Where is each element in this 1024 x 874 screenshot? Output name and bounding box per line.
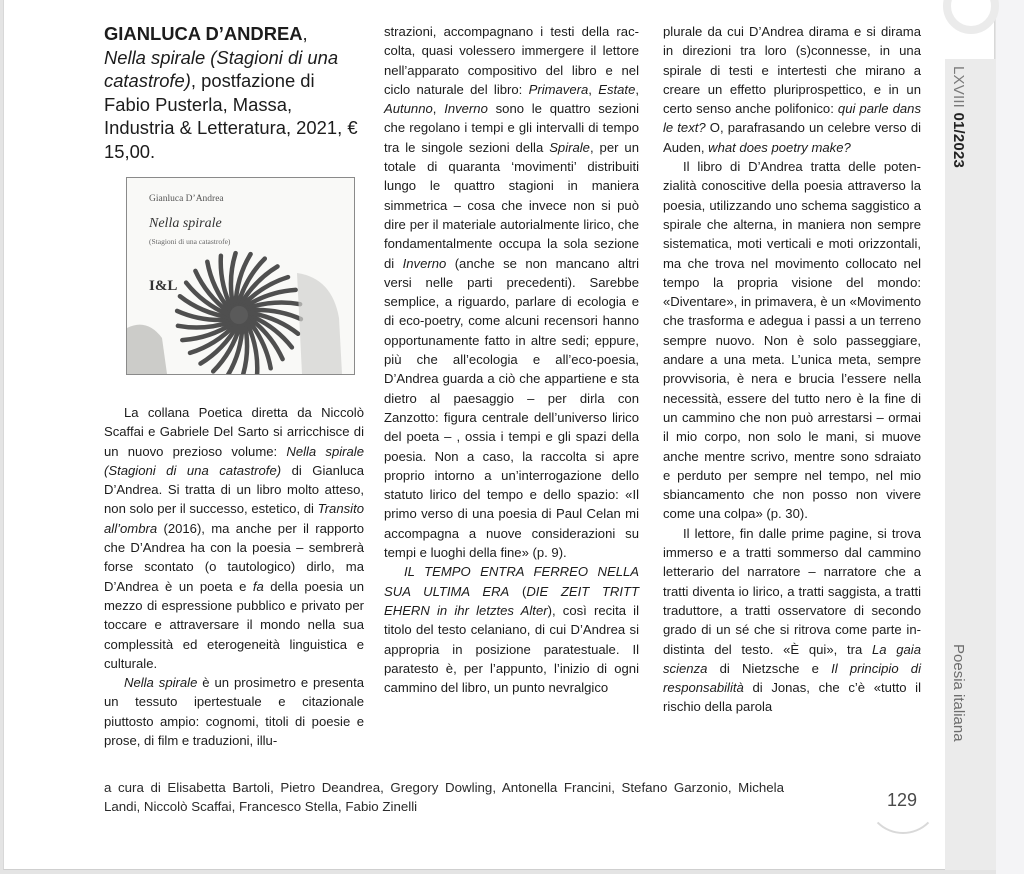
paragraph: strazioni, accompagnano i testi della raccolta, quasi volessero immergere il lettore nell’apparato compositivo del libro e nel ciclo naturale del libro: Primavera, Estate, Autunno, Inverno sono le quattro sezioni che regolano i tempi e gli intervalli di tempo tra le singole sezioni della Spirale, per un totale di quaranta ‘movimenti’ distribuiti lungo le quattro stagioni in maniera simmetrica – cosa che invece non si può dire per il materiale autorialmente lirico, che fondamentalmente occupa la sola sezione di Inverno (anche se non mancano altri versi nelle parti precedenti). Sarebbe semplice, a riguardo, parlare di ecologia e di eco-poetry, come alcuni recensori hanno opportunamente fatto in altre sedi; eppure, più che all’ecologia e all’eco-poesia, D’Andrea guarda a ciò che appartiene e sta dietro al paesaggio – per dirla con Zanzotto: figura centrale dell’universo lirico del poeta – , ossia i tempi e gli spazi della poesia. Non a caso, la raccolta si apre proprio intorno a un’interrogazione dello statuto lirico del tempo e dello spazio: «Il primo verso di una poesia di Paul Celan mi accompagna a nuove considerazioni su tempi e luoghi della fine» (p. 9). [384, 24, 639, 561]
paragraph: plurale da cui D’Andrea dirama e si dirama in direzioni tra loro (s)connesse, in una spirale di testi e intertesti che mirano a creare un effetto pluriprospettico, e in un certo senso anche polifonico: qui parle dans le text? O, parafrasando un celebre verso di Auden, what does poetry make? [663, 24, 922, 155]
paragraph: Nella spirale è un prosimetro e presenta un tessuto ipertestuale e citazionale piuttosto ampio: cognomi, titoli di poesie e prose, di film e traduzioni, illu- [104, 675, 364, 749]
paragraph: La collana Poetica diretta da Niccolò Scaffai e Gabriele Del Sarto si arricchisce di un nuovo prezioso volume: Nella spirale (Stagioni di una catastrofe) di Gianluca D’Andrea. Si tratta di un libro molto atteso, non solo per il successo, estetico, di Transito all’ombra (2016), ma anche per il rapporto che D’Andrea ha con la poesia – sembrerà forse scontato (o tautologico) dirlo, ma D’Andrea è un poeta e fa della poesia un mezzo di espressione pubblico e privato per toccare e attraversare il mondo nella sua complessità ed eterogeneità linguistica e culturale. [104, 405, 364, 671]
paragraph: Il lettore, fin dalle prime pagine, si trova immerso e a tratti sommerso dal cammino letterario del narratore – narratore che a tratti diventa io lirico, a tratti saggista, a tratti traduttore, a tratti osservatore di secondo grado di un sé che si ritrova come parte indistinta del testo. «È qui», tra La gaia scienza di Nietzsche e Il principio di responsabilità di Jonas, che c’è «tutto il rischio della parola [663, 525, 922, 715]
book-cover-image [126, 177, 355, 375]
cover-subtitle: (Stagioni di una catastrofe) [149, 237, 231, 246]
column-1 [104, 22, 364, 750]
section-label: Poesia italiana [950, 644, 967, 742]
volume-number: LXVIII [950, 66, 967, 109]
cover-author: Gianluca D’Andrea [149, 194, 224, 204]
viewer-background [996, 0, 1024, 874]
book-heading: GIANLUCA D’ANDREA, Nella spirale (Stagioni di una catastrofe), postfazione di Fabio Pusterla, Massa, Industria & Letteratura, 2021, € 15,00. [104, 23, 358, 162]
issue-number: 01/2023 [950, 112, 967, 169]
page-number: 129 [886, 790, 918, 810]
column-2 [384, 22, 639, 697]
book-title: Nella spirale (Stagioni di una catastrofe) [104, 46, 339, 91]
paragraph: IL TEMPO ENTRA FERREO NELLA SUA ULTIMA ERA (DIE ZEIT TRITT EHERN in ihr letztes Alter), così recita il titolo del testo celaniano, di cui D’Andrea si appropria in posizione paratestuale. Il paratesto è, per l’appunto, l’inizio di ogni cammino del libro, un punto nevralgico [384, 564, 639, 696]
column-3 [663, 22, 921, 717]
paragraph: Il libro di D’Andrea tratta delle potenzialità conoscitive della poesia attraverso la poesia, utilizzando uno schema saggistico a spirale che alterna, in maniera non sempre sistematica, moti verticali e moti orizzontali, ma che trova nel movimento collocato nel tempo la propria visione del mondo: «Diventare», in primavera, è un «Movimento che trasforma e adegua i passi a un terreno sempre nuovo. Non è solo passeggiare, andare a una meta. L’unica meta, sempre provvisoria, è nera e brucia l’essere nella necessità, essere del tutto nero è la fine di un cammino che non può arrestarsi – ormai il mio corpo, non solo le mani, si muove anche mentre scrivo, mentre sono sdraiato e perduto per sempre nel tempo, nel mio sbiancamento che non posso non vivere come una colpa» (p. 30). [663, 159, 921, 522]
issue-label [950, 66, 967, 168]
margin-strip [945, 59, 996, 870]
publisher-logo: I&L [149, 278, 178, 294]
book-details: , postfazione di Fabio Pusterla, Massa, Industria & Letteratura, 2021, € 15,00. [104, 70, 358, 162]
section-editors-footer: a cura di Elisabetta Bartoli, Pietro Deandrea, Gregory Dowling, Antonella Francini, Stefano Garzonio, Michela Landi, Niccolò Scaffai, Francesco Stella, Fabio Zinelli [104, 780, 784, 814]
cover-title: Nella spirale [149, 216, 222, 231]
spiral-center [230, 306, 248, 324]
book-author: GIANLUCA D’ANDREA [104, 23, 303, 44]
